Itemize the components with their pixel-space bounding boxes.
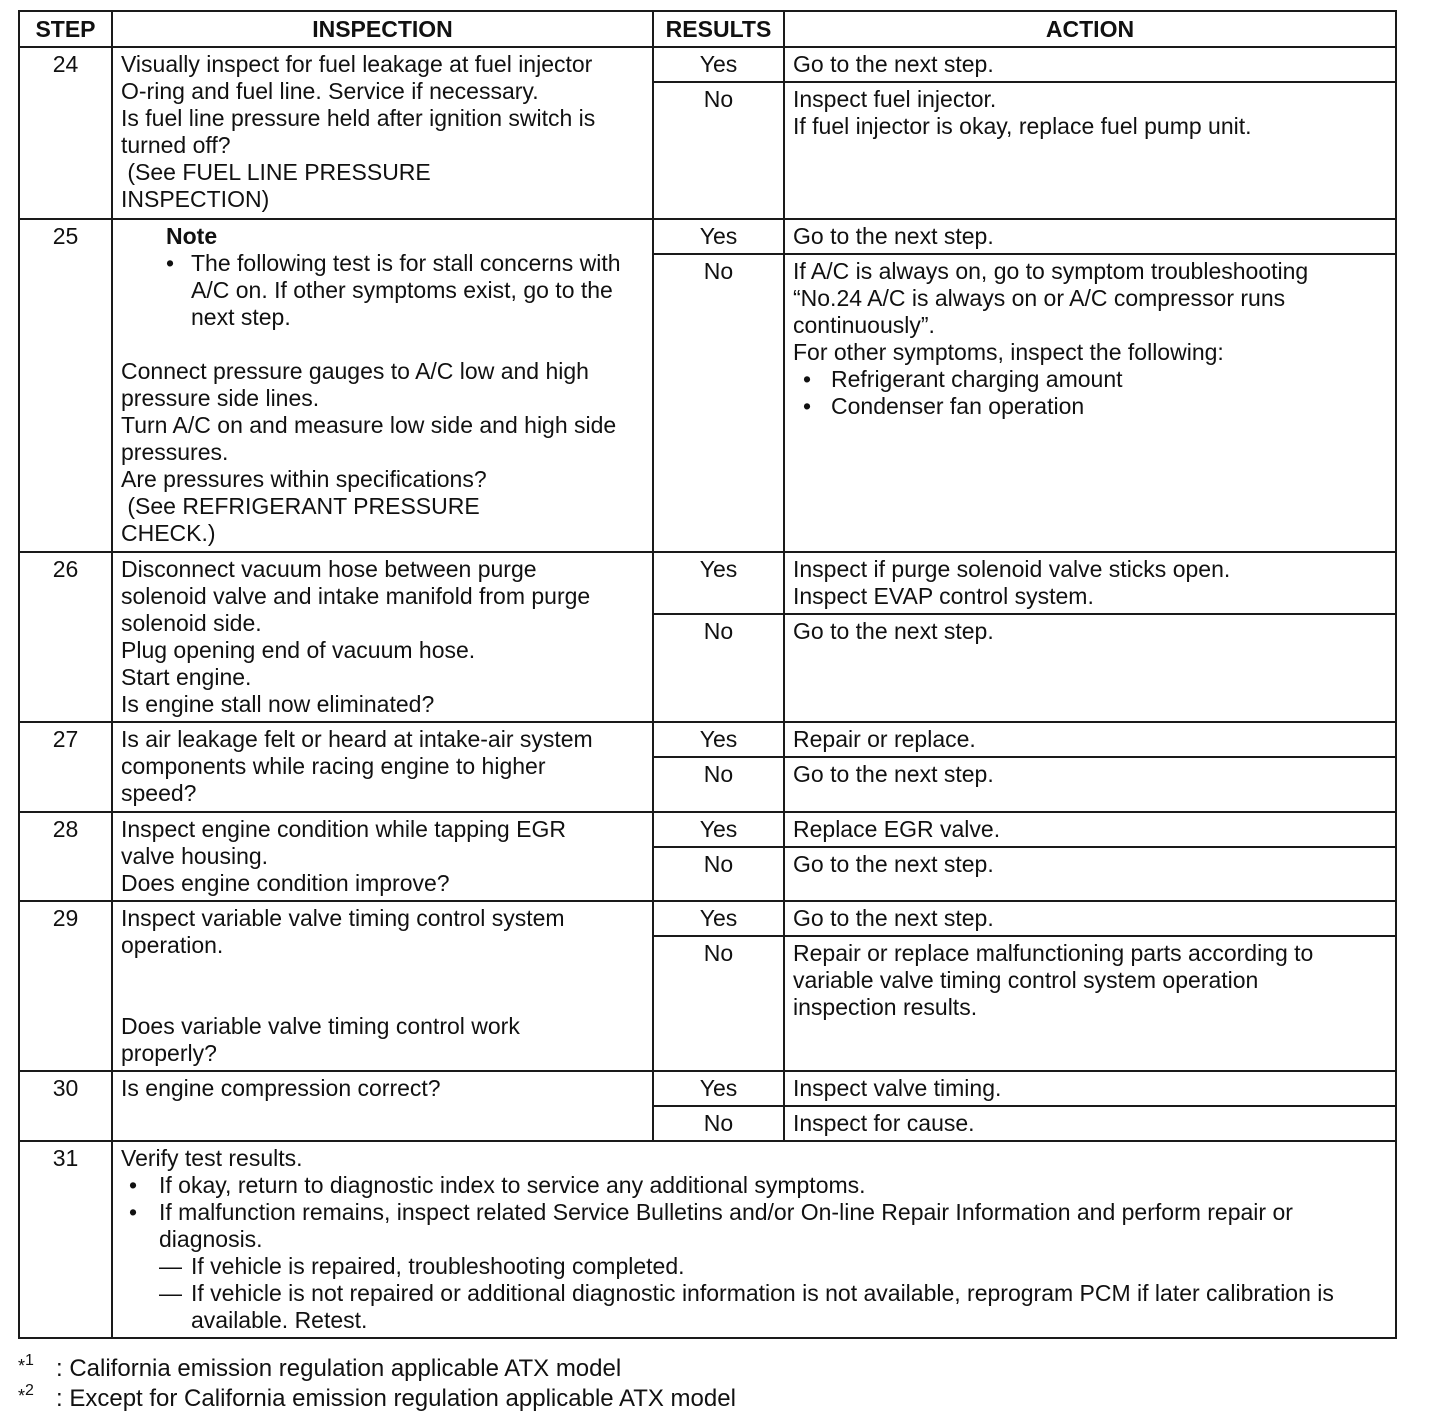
step-number: 29 [19,901,112,1071]
result-no: No [653,82,784,219]
action-no [784,757,1396,812]
step-number: 27 [19,722,112,812]
inspection-line: Inspect variable valve timing control system [121,905,565,931]
inspection-cell [112,722,653,812]
inspection-cell [112,219,653,552]
result-no: No [653,614,784,722]
action-yes [784,901,1396,936]
action-no [784,82,1396,219]
action-line: “No.24 A/C is always on or A/C compressor runs [793,285,1286,311]
inspection-line: Inspect engine condition while tapping EGR [121,816,566,842]
inspection-line: Start engine. [121,664,252,690]
step-29-yes-row [19,901,1396,936]
action-line: Replace EGR valve. [793,816,1001,842]
result-yes: Yes [653,812,784,847]
final-cell [112,1141,1396,1338]
step-31-row [19,1141,1396,1338]
action-line: continuously”. [793,312,935,338]
inspection-line: turned off? [121,132,231,158]
note-heading: Note [166,223,218,249]
action-line: If A/C is always on, go to symptom troubleshooting [793,258,1309,284]
inspection-line: Is air leakage felt or heard at intake-air system [121,726,593,752]
action-no [784,847,1396,901]
inspection-line: INSPECTION) [121,186,270,212]
action-no [784,936,1396,1071]
inspection-line: solenoid valve and intake manifold from purge [121,583,591,609]
footnotes [18,1354,736,1414]
inspection-cell [112,1071,653,1141]
inspection-line: CHECK.) [121,520,216,546]
inspection-cell [112,812,653,901]
header-step: STEP [19,11,112,47]
final-dash-item [121,1280,1389,1334]
action-line: Go to the next step. [793,905,994,931]
action-line: Go to the next step. [793,51,994,77]
header-action: ACTION [784,11,1396,47]
action-yes [784,812,1396,847]
action-line: Repair or replace malfunctioning parts according to [793,940,1314,966]
action-no [784,254,1396,552]
action-no [784,614,1396,722]
step-27-yes-row [19,722,1396,757]
inspection-line: pressure side lines. [121,385,320,411]
header-inspection: INSPECTION [112,11,653,47]
inspection-line: operation. [121,932,224,958]
inspection-line: Visually inspect for fuel leakage at fuel injector [121,51,593,77]
result-yes: Yes [653,1071,784,1106]
result-no: No [653,254,784,552]
action-line: Inspect valve timing. [793,1075,1002,1101]
action-no [784,1106,1396,1141]
step-number: 26 [19,552,112,722]
final-dash-item [121,1253,1389,1280]
inspection-line: Plug opening end of vacuum hose. [121,637,476,663]
footnote-mark: *$^1$ [18,1352,34,1376]
inspection-line: solenoid side. [121,610,262,636]
footnote-text: : California emission regulation applicable ATX model [56,1355,622,1382]
inspection-line: Does engine condition improve? [121,870,450,896]
action-line: If fuel injector is okay, replace fuel pump unit. [793,113,1252,139]
action-bullet: • Condenser fan operation [793,393,1389,420]
footnote-mark: *$^2$ [18,1382,34,1406]
step-number: 31 [19,1141,112,1338]
action-line: variable valve timing control system operation [793,967,1259,993]
inspection-line: Are pressures within specifications? [121,466,487,492]
inspection-line: Does variable valve timing control work [121,1013,520,1039]
action-bullet: • Refrigerant charging amount [793,366,1389,393]
action-line: Repair or replace. [793,726,976,752]
note-bullet: • The following test is for stall concerns with A/C on. If other symptoms exist, go to the next step. [121,250,646,331]
result-yes: Yes [653,219,784,254]
result-no: No [653,757,784,812]
action-line: Go to the next step. [793,851,994,877]
inspection-line: Is engine stall now eliminated? [121,691,435,717]
step-number: 24 [19,47,112,219]
inspection-line: Is engine compression correct? [121,1075,441,1101]
inspection-line: valve housing. [121,843,269,869]
result-yes: Yes [653,722,784,757]
inspection-line: (See REFRIGERANT PRESSURE [121,493,480,519]
action-yes [784,722,1396,757]
action-yes [784,219,1396,254]
inspection-cell [112,47,653,219]
step-28-yes-row [19,812,1396,847]
inspection-line: Turn A/C on and measure low side and high side [121,412,617,438]
result-yes: Yes [653,47,784,82]
action-yes [784,47,1396,82]
footnote-text: : Except for California emission regulation applicable ATX model [56,1385,736,1412]
action-line: inspection results. [793,994,978,1020]
action-line: Go to the next step. [793,618,994,644]
step-26-yes-row [19,552,1396,614]
final-bullet: • If okay, return to diagnostic index to service any additional symptoms. [121,1172,1389,1199]
final-dash-text: If vehicle is not repaired or additional diagnostic information is not available, reprogram PCM if later calibration is available. Retest. [191,1280,1334,1333]
action-line: Go to the next step. [793,761,994,787]
step-25-yes-row [19,219,1396,254]
action-line: For other symptoms, inspect the following: [793,339,1224,365]
troubleshooting-table [18,10,1397,1339]
result-yes: Yes [653,901,784,936]
final-bullet: • If malfunction remains, inspect related Service Bulletins and/or On-line Repair Information and perform repair or diagnosis. [121,1199,1389,1253]
step-30-yes-row [19,1071,1396,1106]
inspection-line: speed? [121,780,197,806]
inspection-line: O-ring and fuel line. Service if necessary. [121,78,539,104]
result-no: No [653,1106,784,1141]
result-yes: Yes [653,552,784,614]
action-line: Go to the next step. [793,223,994,249]
footnote [18,1354,736,1384]
final-dash-text: If vehicle is repaired, troubleshooting completed. [191,1253,685,1279]
footnote [18,1384,736,1414]
step-24-yes-row [19,47,1396,82]
step-number: 25 [19,219,112,552]
dash-mark: — [159,1280,182,1306]
dash-mark: — [159,1253,182,1279]
action-line: Inspect fuel injector. [793,86,997,112]
inspection-line: (See FUEL LINE PRESSURE [121,159,431,185]
action-yes [784,1071,1396,1106]
step-number: 30 [19,1071,112,1141]
inspection-cell [112,901,653,1071]
inspection-line: Disconnect vacuum hose between purge [121,556,537,582]
header-results: RESULTS [653,11,784,47]
action-yes [784,552,1396,614]
header-row [19,11,1396,47]
final-title: Verify test results. [121,1145,303,1171]
result-no: No [653,847,784,901]
inspection-cell [112,552,653,722]
inspection-line: components while racing engine to higher [121,753,546,779]
inspection-line: Is fuel line pressure held after ignition switch is [121,105,596,131]
action-line: Inspect for cause. [793,1110,975,1136]
action-line: Inspect if purge solenoid valve sticks open. [793,556,1231,582]
inspection-line: pressures. [121,439,229,465]
step-number: 28 [19,812,112,901]
inspection-line: properly? [121,1040,217,1066]
result-no: No [653,936,784,1071]
action-line: Inspect EVAP control system. [793,583,1094,609]
inspection-line: Connect pressure gauges to A/C low and high [121,358,589,384]
